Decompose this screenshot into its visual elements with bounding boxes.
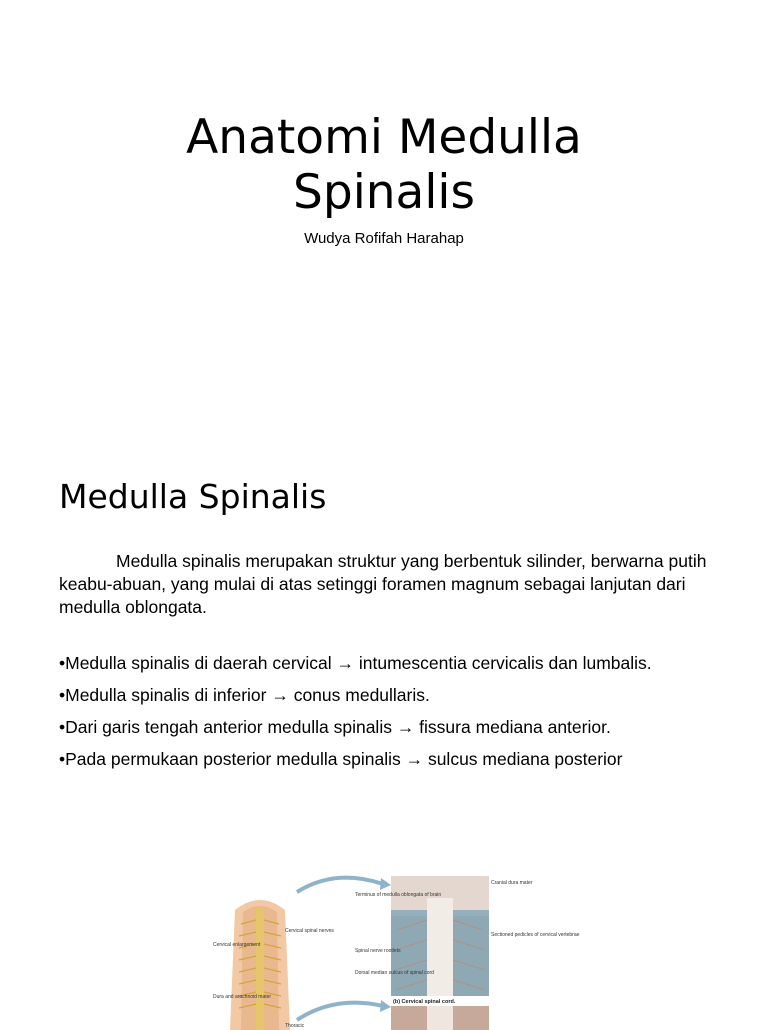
arrow-top-head [380,878,391,890]
bullet-item: •Pada permukaan posterior medulla spinalis → sulcus mediana posterior [59,749,623,769]
slide-subtitle: Wudya Rofifah Harahap [304,230,464,247]
slide-title [0,110,768,220]
label-cranial-dura: Cranial dura mater [491,880,533,886]
content-body [59,550,709,780]
bullet-item: •Dari garis tengah anterior medulla spinalis → fissura mediana anterior. [59,717,611,737]
intro-paragraph: Medulla spinalis merupakan struktur yang berbentuk silinder, berwarna putih keabu-abuan, yang mulai di atas setinggi foramen magnum sebagai lanjutan dari medulla oblongata. [59,551,707,617]
cervical-cord-photo [391,876,489,1030]
arrow-top [297,878,383,892]
label-thoracic: Thoracic [285,1023,305,1029]
bullet-list [59,652,709,771]
label-dura-arachnoid: Dura and arachnoid mater [213,994,272,1000]
spinal-cord-figure [205,870,580,1030]
label-terminus: Terminus of medulla oblongata of brain [355,892,442,898]
bullet-item: •Medulla spinalis di daerah cervical → intumescentia cervicalis dan lumbalis. [59,653,652,673]
label-spinal-nerve-rootlets: Spinal nerve rootlets [355,948,401,954]
arrow-bottom-head [380,1000,391,1012]
content-heading: Medulla Spinalis [59,477,327,516]
arrow-bottom [297,1003,383,1020]
title-slide [0,0,768,430]
back-view-illustration [230,900,290,1030]
content-slide [0,430,768,1029]
label-sectioned-pedicles: Sectioned pedicles of cervical vertebrae [491,932,580,938]
figure-caption: (b) Cervical spinal cord. [393,999,456,1005]
title-line-2: Spinalis [293,165,475,220]
bullet-item: •Medulla spinalis di inferior → conus medullaris. [59,685,430,705]
label-cervical-spinal-nerves: Cervical spinal nerves [285,928,334,934]
label-dorsal-median-sulcus: Dorsal median sulcus of spinal cord [355,970,434,976]
title-line-1: Anatomi Medulla [186,110,582,165]
label-cervical-enlargement: Cervical enlargement [213,942,261,948]
